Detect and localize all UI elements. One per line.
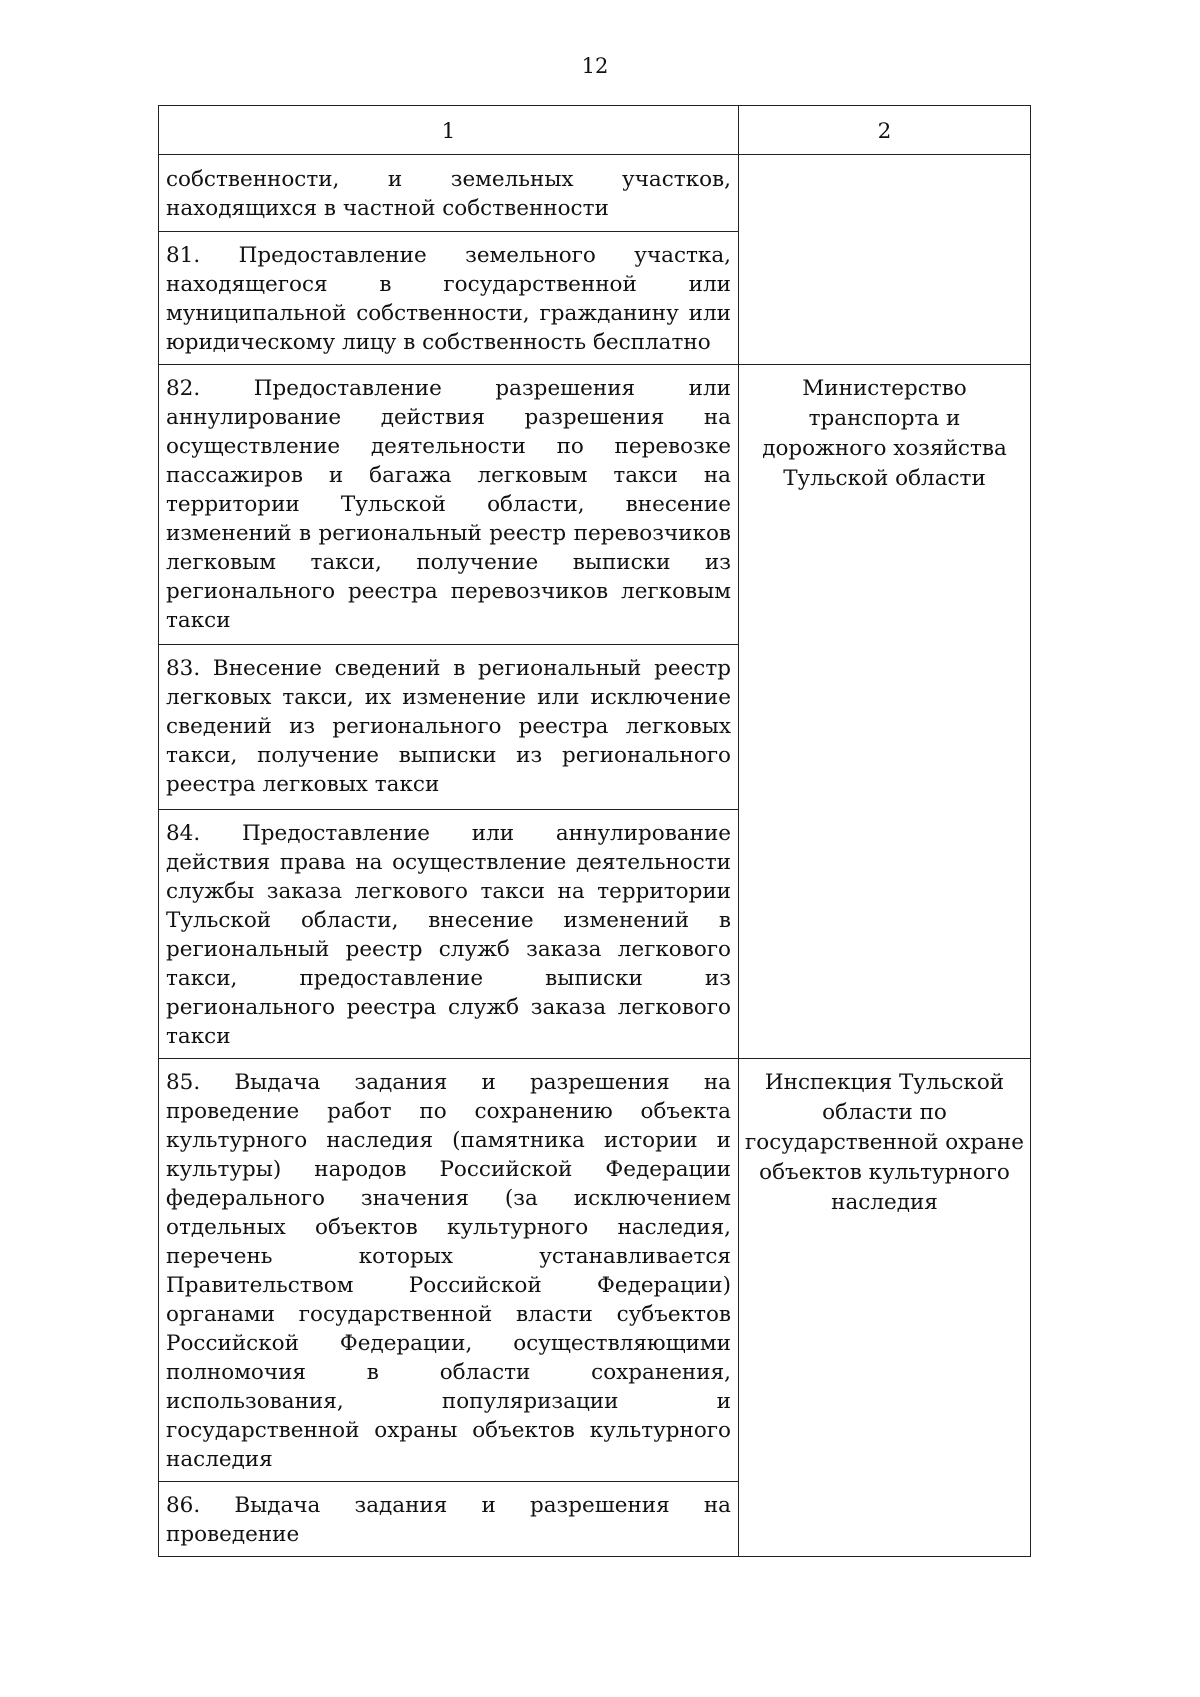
page-number: 12 bbox=[581, 54, 609, 78]
services-table bbox=[158, 105, 1031, 1557]
responsible-agency: Инспекция Тульской области по государственной охране объектов культурного наследия bbox=[739, 1059, 1031, 1557]
service-description: 84. Предоставление или аннулирование действия права на осуществление деятельности службы заказа легкового такси на территории Тульской области, внесение изменений в региональный реестр служб заказа легкового такси, предоставление выписки из регионального реестра служб заказа легкового такси bbox=[159, 810, 739, 1059]
service-description: 85. Выдача задания и разрешения на проведение работ по сохранению объекта культурного наследия (памятника истории и культуры) народов Российской Федерации федерального значения (за исключением отдельных объектов культурного наследия, перечень которых устанавливается Правительством Российской Федерации) органами государственной власти субъектов Российской Федерации, осуществляющими полномочия в области сохранения, использования, популяризации и государственной охраны объектов культурного наследия bbox=[159, 1059, 739, 1482]
service-description: 82. Предоставление разрешения или аннулирование действия разрешения на осуществление деятельности по перевозке пассажиров и багажа легковым такси на территории Тульской области, внесение изменений в региональный реестр перевозчиков легковым такси, получение выписки из регионального реестра перевозчиков легковым такси bbox=[159, 365, 739, 645]
column-header-1: 1 bbox=[159, 106, 739, 155]
service-description: 81. Предоставление земельного участка, находящегося в государственной или муниципальной собственности, гражданину или юридическому лицу в собственность бесплатно bbox=[159, 232, 739, 365]
responsible-agency: Министерство транспорта и дорожного хозяйства Тульской области bbox=[739, 365, 1031, 1059]
table-row bbox=[159, 155, 1031, 232]
service-description: собственности, и земельных участков, находящихся в частной собственности bbox=[159, 155, 739, 232]
agency-cell-empty bbox=[739, 155, 1031, 365]
service-description: 83. Внесение сведений в региональный реестр легковых такси, их изменение или исключение сведений из регионального реестра легковых такси, получение выписки из регионального реестра легковых такси bbox=[159, 645, 739, 810]
table-row bbox=[159, 1059, 1031, 1482]
service-description: 86. Выдача задания и разрешения на проведение bbox=[159, 1482, 739, 1557]
table-row bbox=[159, 365, 1031, 645]
table-header-row bbox=[159, 106, 1031, 155]
column-header-2: 2 bbox=[739, 106, 1031, 155]
